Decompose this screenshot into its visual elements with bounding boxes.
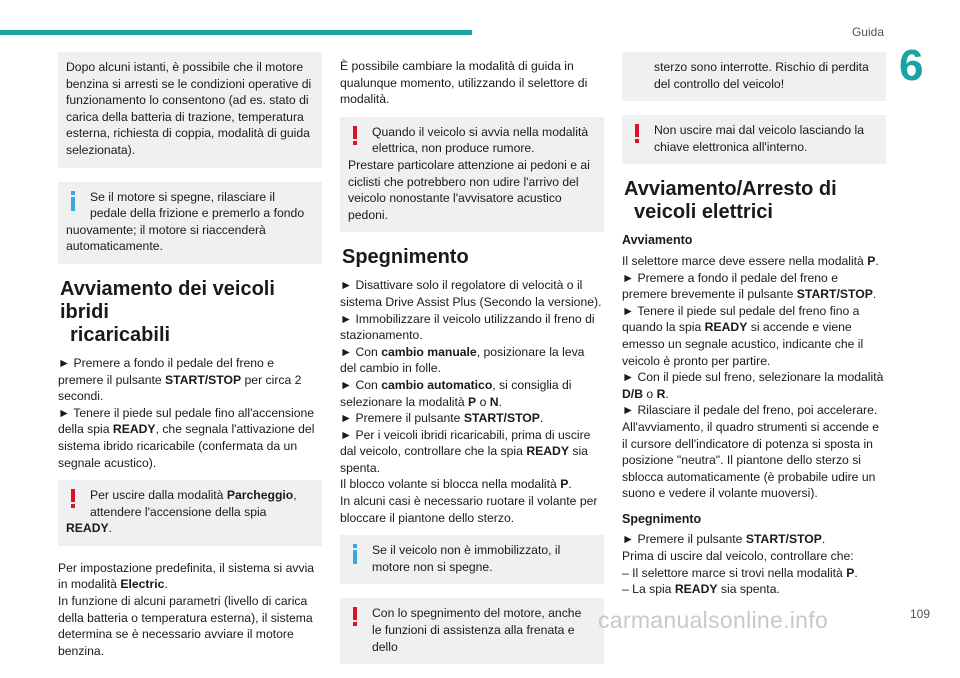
- info-box: [340, 535, 604, 584]
- warning-box-continued: [622, 52, 886, 101]
- column-2: [340, 52, 604, 678]
- step-list: Il selettore marce deve essere nella modalità P. ► Premere a fondo il pedale del freno e premere brevemente il pulsante START/STOP. ► Tenere il piede sul pedale del freno fino a quando la spia READY si accende e viene emesso un segnale acustico, indicante che il veicolo è pronto per partire. ► Con il piede sul freno, selezionare la modalità D/B o R. ► Rilasciare il pedale del freno, poi accelerare. All'avviamento, il quadro strumenti si accende e il cursore dell'indicatore di potenza si sposta in posizione "neutra". Il piantone dello sterzo si sblocca automaticamente (è probabile udire un suono e vedere il volante muoversi).: [622, 253, 884, 501]
- subheading: Spegnimento: [622, 511, 702, 526]
- warning-icon: [351, 607, 361, 625]
- heading-line-2: veicoli elettrici: [634, 201, 773, 224]
- header-accent-bar: [0, 30, 472, 35]
- step-1: ► Premere a fondo il pedale del freno e premere il pulsante START/STOP per circa 2 secondi.: [58, 355, 302, 404]
- warning-icon: [633, 124, 643, 142]
- info-text-first: Se il motore si spegne, rilasciare il pedale della frizione e premerlo a fondo: [90, 189, 305, 221]
- warning-text-rest: READY.: [66, 521, 113, 536]
- warning-icon: [69, 489, 79, 507]
- column-1: [58, 52, 322, 668]
- info-text-rest: nuovamente; il motore si riaccenderà automaticamente.: [66, 222, 266, 254]
- step-list: ► Disattivare solo il regolatore di velocità o il sistema Drive Assist Plus (Secondo la versione). ► Immobilizzare il veicolo utilizzando il freno di stazionamento. ► Con cambio manuale, posizionare la leva del cambio in folle. ► Con cambio automatico, si consiglia di selezionare la modalità P o N. ► Premere il pulsante START/STOP. ► Per i veicoli ibridi ricaricabili, prima di uscire dal veicolo, controllare che la spia READY sia spenta. Il blocco volante si blocca nella modalità P. In alcuni casi è necessario ruotare il volante per bloccare il piantone dello sterzo.: [340, 278, 602, 525]
- section-heading: [622, 178, 886, 224]
- warning-box: [340, 598, 604, 664]
- step-2: ► Tenere il piede sul pedale fino all'accensione della spia READY, che segnala l'attivazione del sistema ibrido ricaricabile (confermata da un segnale acustico).: [58, 405, 315, 470]
- warning-icon: [351, 126, 361, 144]
- warning-text-first: Quando il veicolo si avvia nella modalità elettrica, non produce rumore.: [372, 124, 589, 156]
- warning-text-first: Non uscire mai dal veicolo lasciando la chiave elettronica all'interno.: [654, 123, 865, 154]
- warning-box: [58, 480, 322, 546]
- page-number: 109: [910, 607, 931, 621]
- note-text: Dopo alcuni istanti, è possibile che il motore benzina si arresti se le condizioni operative di funzionamento lo consentono (ad es. stato di carica della batteria di trazione, temperatura esterna, richiesta di coppia, modalità di guida selezionata).: [66, 60, 312, 157]
- intro-paragraph: È possibile cambiare la modalità di guida in qualunque momento, utilizzando il selettore di modalità.: [340, 59, 588, 107]
- heading-line-2: ricaricabili: [70, 323, 171, 346]
- step-list: [58, 355, 322, 471]
- step-list: ► Premere il pulsante START/STOP. Prima di uscire dal veicolo, controllare che: – Il selettore marce si trovi nella modalità P. – La spia READY sia spenta.: [622, 532, 858, 597]
- heading-line-1: Avviamento dei veicoli ibridi: [60, 277, 275, 323]
- warning-text-continued: sterzo sono interrotte. Rischio di perdita del controllo del veicolo!: [654, 60, 869, 91]
- warning-text-first: Per uscire dalla modalità Parcheggio, attendere l'accensione della spia: [90, 488, 297, 519]
- info-icon: [69, 191, 79, 209]
- warning-box: [340, 117, 604, 233]
- section-heading: Spegnimento: [342, 246, 469, 269]
- section-name: Guida: [851, 25, 884, 39]
- paragraph: Per impostazione predefinita, il sistema si avvia in modalità Electric. In funzione di alcuni parametri (livello di carica della batteria o temperatura esterna), il sistema determina se è necessario avviare il motore benzina.: [58, 560, 315, 658]
- watermark: carmanualsonline.info: [598, 607, 829, 633]
- warning-box: [622, 115, 886, 164]
- warning-text-first: Con lo spegnimento del motore, anche le funzioni di assistenza alla frenata e dello: [372, 606, 582, 654]
- column-3: [622, 52, 886, 607]
- section-heading: [58, 278, 322, 347]
- chapter-number: 6: [899, 41, 924, 90]
- subheading: Avviamento: [622, 233, 693, 248]
- info-box: [58, 182, 322, 264]
- warning-text-rest: Prestare particolare attenzione ai pedoni e ai ciclisti che potrebbero non udire l'arrivo del veicolo nonostante l'avvisatore acustico pedoni.: [348, 157, 590, 222]
- continued-note-box: [58, 52, 322, 168]
- info-text-first: Se il veicolo non è immobilizzato, il motore non si spegne.: [372, 543, 561, 574]
- info-icon: [351, 544, 361, 562]
- heading-line-1: Avviamento/Arresto di: [624, 178, 837, 201]
